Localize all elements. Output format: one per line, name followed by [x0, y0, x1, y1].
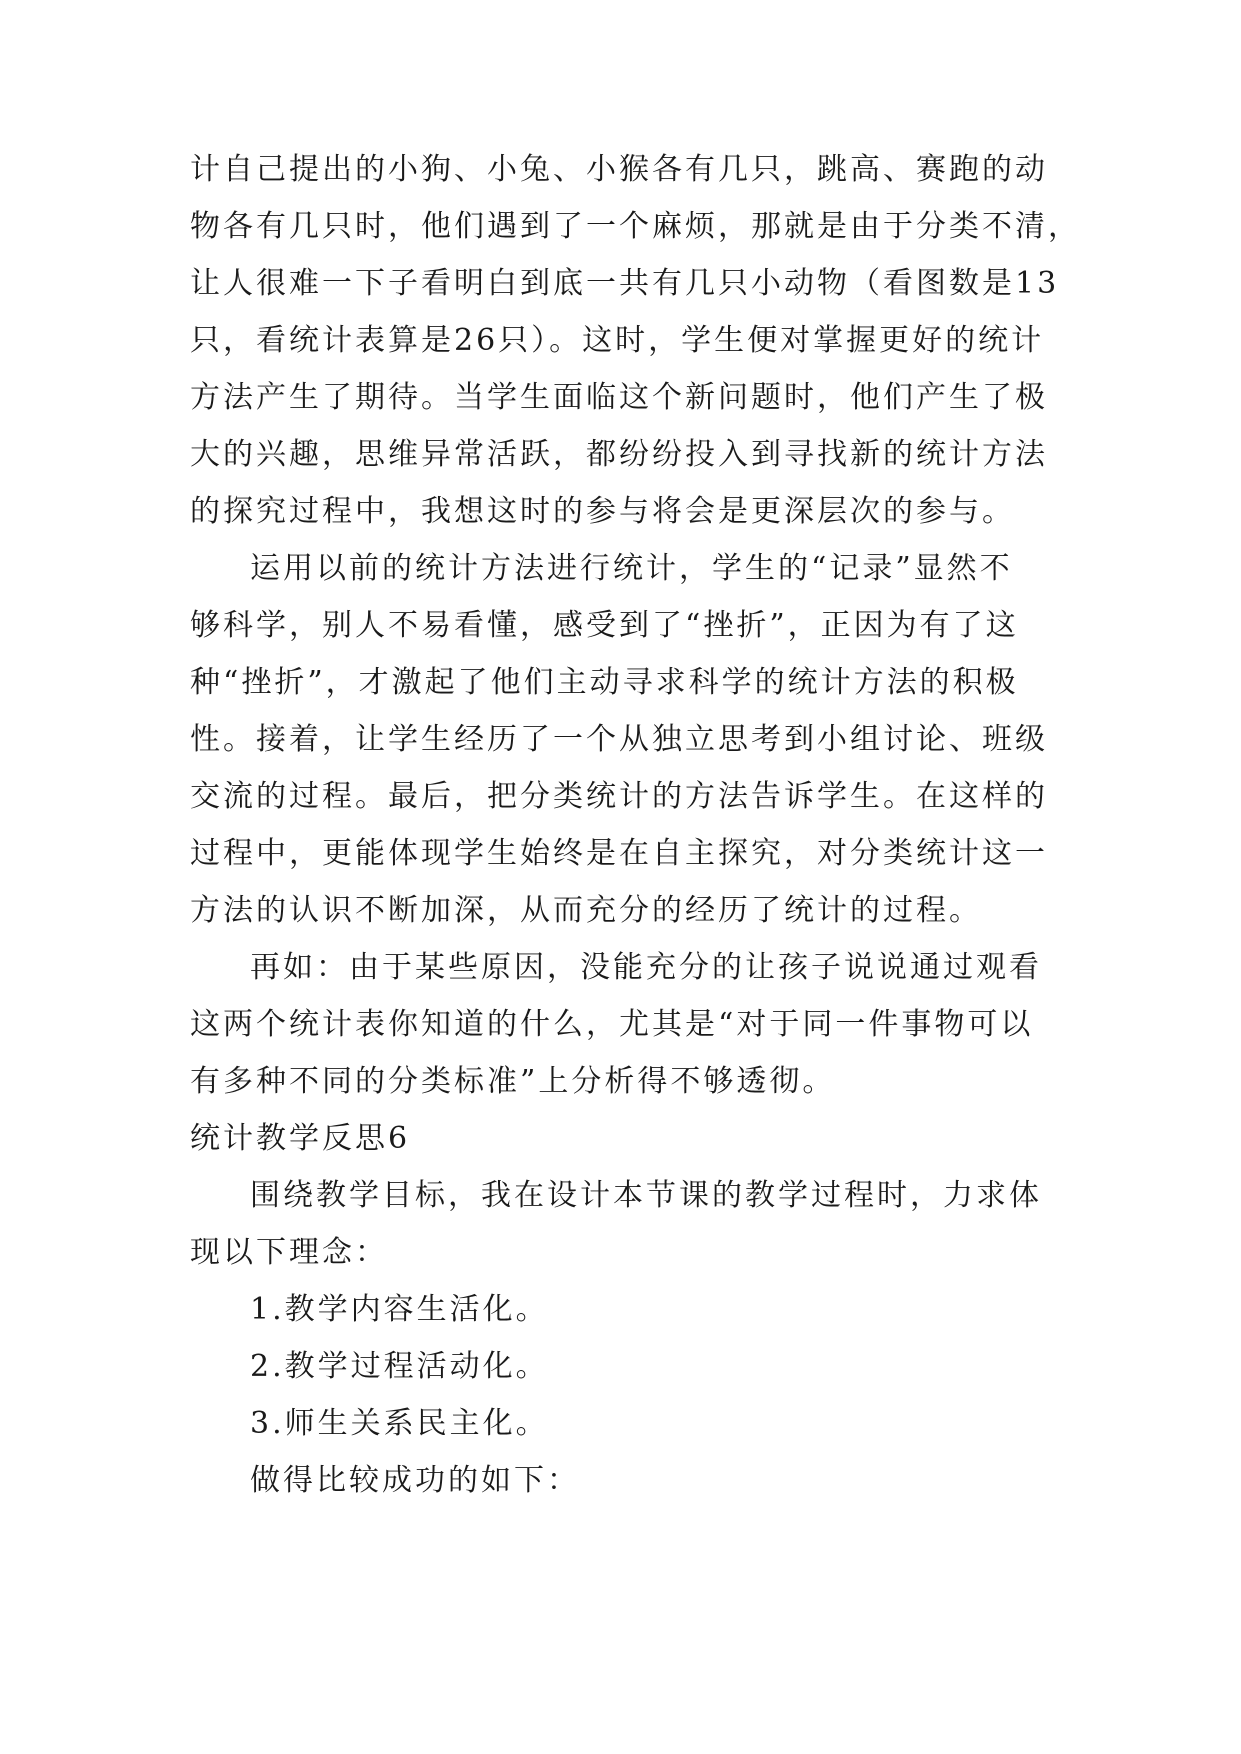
text-line: 有多种不同的分类标准”上分析得不够透彻。 — [190, 1064, 836, 1099]
text-line: 交流的过程。最后，把分类统计的方法告诉学生。在这样的 — [190, 779, 1048, 814]
text-line: 现以下理念： — [190, 1235, 388, 1270]
section-heading: 统计教学反思6 — [190, 1121, 411, 1156]
list-item: 3.师生关系民主化。 — [250, 1406, 549, 1441]
text-line: 够科学，别人不易看懂，感受到了“挫折”，正因为有了这 — [190, 608, 1019, 643]
text-line: 只，看统计表算是26只）。这时，学生便对掌握更好的统计 — [190, 323, 1045, 358]
text-line: 运用以前的统计方法进行统计，学生的“记录”显然不 — [250, 551, 1013, 586]
text-line: 围绕教学目标，我在设计本节课的教学过程时，力求体 — [250, 1178, 1042, 1213]
list-item: 2.教学过程活动化。 — [250, 1349, 549, 1384]
list-item: 1.教学内容生活化。 — [250, 1292, 549, 1327]
text-line: 的探究过程中，我想这时的参与将会是更深层次的参与。 — [190, 494, 1015, 529]
text-line: 性。接着，让学生经历了一个从独立思考到小组讨论、班级 — [190, 722, 1048, 757]
text-line: 大的兴趣，思维异常活跃，都纷纷投入到寻找新的统计方法 — [190, 437, 1048, 472]
text-line: 方法的认识不断加深，从而充分的经历了统计的过程。 — [190, 893, 982, 928]
text-line: 让人很难一下子看明白到底一共有几只小动物（看图数是13 — [190, 266, 1060, 301]
text-line: 物各有几只时，他们遇到了一个麻烦，那就是由于分类不清， — [190, 209, 1081, 244]
text-line: 过程中，更能体现学生始终是在自主探究，对分类统计这一 — [190, 836, 1048, 871]
text-line: 种“挫折”，才激起了他们主动寻求科学的统计方法的积极 — [190, 665, 1019, 700]
text-line: 这两个统计表你知道的什么，尤其是“对于同一件事物可以 — [190, 1007, 1034, 1042]
text-line: 做得比较成功的如下： — [250, 1463, 580, 1498]
text-line: 再如：由于某些原因，没能充分的让孩子说说通过观看 — [250, 950, 1042, 985]
text-line: 计自己提出的小狗、小兔、小猴各有几只，跳高、赛跑的动 — [190, 152, 1048, 187]
text-line: 方法产生了期待。当学生面临这个新问题时，他们产生了极 — [190, 380, 1048, 415]
